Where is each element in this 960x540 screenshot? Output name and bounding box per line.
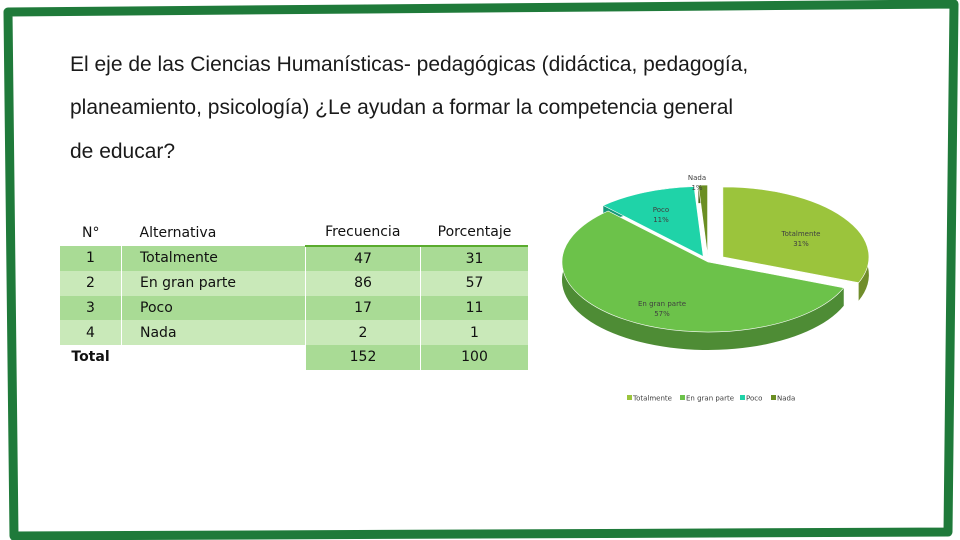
legend-swatch: [680, 395, 685, 400]
cell-alternativa: Nada: [122, 320, 306, 345]
legend-label: Totalmente: [633, 394, 672, 403]
cell-total-label: Total: [60, 345, 122, 370]
cell-alternativa: Poco: [122, 296, 306, 321]
data-label-name: Poco: [652, 206, 670, 214]
cell-alternativa: En gran parte: [122, 271, 306, 296]
cell-total-frecuencia: 152: [306, 345, 421, 370]
cell-n: 2: [60, 271, 122, 296]
legend-label: En gran parte: [686, 394, 735, 403]
header-alternativa: Alternativa: [122, 220, 306, 246]
cell-total-porcentaje: 100: [421, 345, 529, 370]
legend-swatch: [771, 395, 776, 400]
data-label-pct: 57%: [654, 310, 670, 318]
data-label-name: En gran parte: [637, 300, 687, 308]
cell-alternativa: Totalmente: [122, 246, 306, 272]
header-frecuencia: Frecuencia: [306, 220, 421, 246]
cell-n: 4: [60, 320, 122, 345]
legend-swatch: [627, 395, 632, 400]
cell-frecuencia: 17: [306, 296, 421, 321]
header-n: N°: [60, 220, 122, 246]
cell-n: 3: [60, 296, 122, 321]
cell-frecuencia: 47: [306, 246, 421, 272]
cell-porcentaje: 11: [421, 296, 529, 321]
header-porcentaje: Porcentaje: [421, 220, 529, 246]
legend-label: Poco: [746, 394, 763, 403]
cell-n: 1: [60, 246, 122, 272]
cell-porcentaje: 1: [421, 320, 529, 345]
slide-title-line-2: planeamiento, psicología) ¿Le ayudan a formar la competencia general: [70, 96, 734, 119]
cell-frecuencia: 86: [306, 271, 421, 296]
cell-porcentaje: 31: [421, 246, 529, 272]
data-label-pct: 31%: [793, 240, 809, 248]
legend-label: Nada: [777, 394, 796, 403]
data-label-pct: 11%: [653, 216, 669, 224]
data-label-name: Totalmente: [781, 230, 821, 238]
legend-swatch: [740, 395, 745, 400]
cell-porcentaje: 57: [421, 271, 529, 296]
data-label-name: Nada: [687, 174, 707, 182]
cell-frecuencia: 2: [306, 320, 421, 345]
data-label-pct: 1%: [691, 184, 703, 192]
slide-title-line-3: de educar?: [70, 140, 176, 163]
slide-title-line-1: El eje de las Ciencias Humanísticas- pedagógicas (didáctica, pedagogía,: [70, 53, 749, 76]
